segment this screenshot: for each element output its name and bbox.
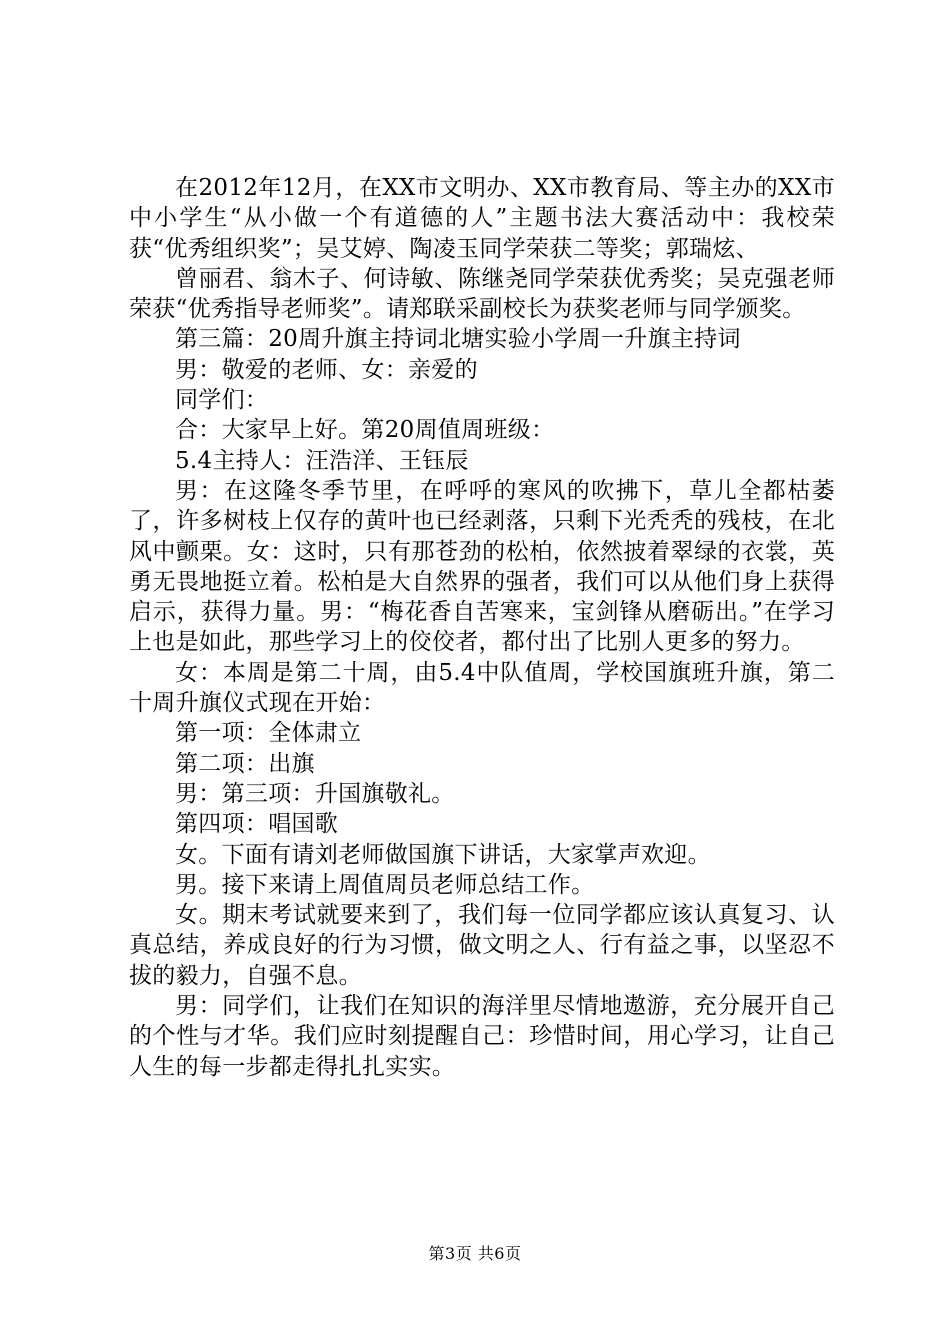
- page-number-footer: 第3页 共6页: [428, 1244, 522, 1263]
- paragraph-award-continued: 曾丽君、翁木子、何诗敏、陈继尧同学荣获优秀奖；吴克强老师荣获“优秀指导老师奖”。请郑联采副校长为获奖老师与同学颁奖。: [129, 265, 835, 323]
- document-body: [129, 173, 835, 1082]
- paragraph-flag-speech: 女。下面有请刘老师做国旗下讲话，大家掌声欢迎。: [175, 841, 711, 868]
- paragraph-closing: 男：同学们，让我们在知识的海洋里尽情地遨游，充分展开自己的个性与才华。我们应时刻提醒自己：珍惜时间，用心学习，让自己人生的每一步都走得扎扎实实。: [129, 993, 835, 1080]
- paragraph-greeting-male: 男：敬爱的老师、女：亲爱的: [175, 356, 478, 383]
- paragraph-greeting-together: 合：大家早上好。第20周值周班级：: [175, 417, 555, 444]
- paragraph-hosts: 5.4主持人：汪浩洋、王钰辰: [175, 447, 469, 474]
- paragraph-exam-reminder: 女。期末考试就要来到了，我们每一位同学都应该认真复习、认真总结，养成良好的行为习惯，做文明之人、行有益之事，以坚忍不拔的毅力，自强不息。: [129, 902, 835, 989]
- paragraph-ceremony-start: 女：本周是第二十周，由5.4中队值周，学校国旗班升旗，第二十周升旗仪式现在开始：: [129, 659, 835, 717]
- paragraph-section-heading: 第三篇：20周升旗主持词北塘实验小学周一升旗主持词: [175, 326, 741, 353]
- paragraph-item-four: 第四项：唱国歌: [175, 811, 339, 838]
- paragraph-item-three: 男：第三项：升国旗敬礼。: [175, 780, 455, 807]
- paragraph-winter-speech: 男：在这隆冬季节里，在呼呼的寒风的吹拂下，草儿全都枯萎了，许多树枝上仅存的黄叶也已经剥落，只剩下光秃秃的残枝，在北风中颤栗。女：这时，只有那苍劲的松柏，依然披着翠绿的衣裳，英勇无畏地挺立着。松柏是大自然界的强者，我们可以从他们身上获得启示，获得力量。男：“梅花香自苦寒来，宝剑锋从磨砺出。”在学习上也是如此，那些学习上的佼佼者，都付出了比别人更多的努力。: [129, 477, 835, 656]
- paragraph-work-summary: 男。接下来请上周值周员老师总结工作。: [175, 871, 595, 898]
- paragraph-greeting-students: 同学们：: [175, 387, 269, 414]
- paragraph-item-two: 第二项：出旗: [175, 750, 315, 777]
- paragraph-item-one: 第一项：全体肃立: [175, 720, 362, 747]
- paragraph-award-intro: 在2012年12月，在XX市文明办、XX市教育局、等主办的XX市中小学生“从小做一个有道德的人”主题书法大赛活动中：我校荣获“优秀组织奖”；吴艾婷、陶凌玉同学荣获二等奖；郭瑞炫、: [129, 175, 835, 262]
